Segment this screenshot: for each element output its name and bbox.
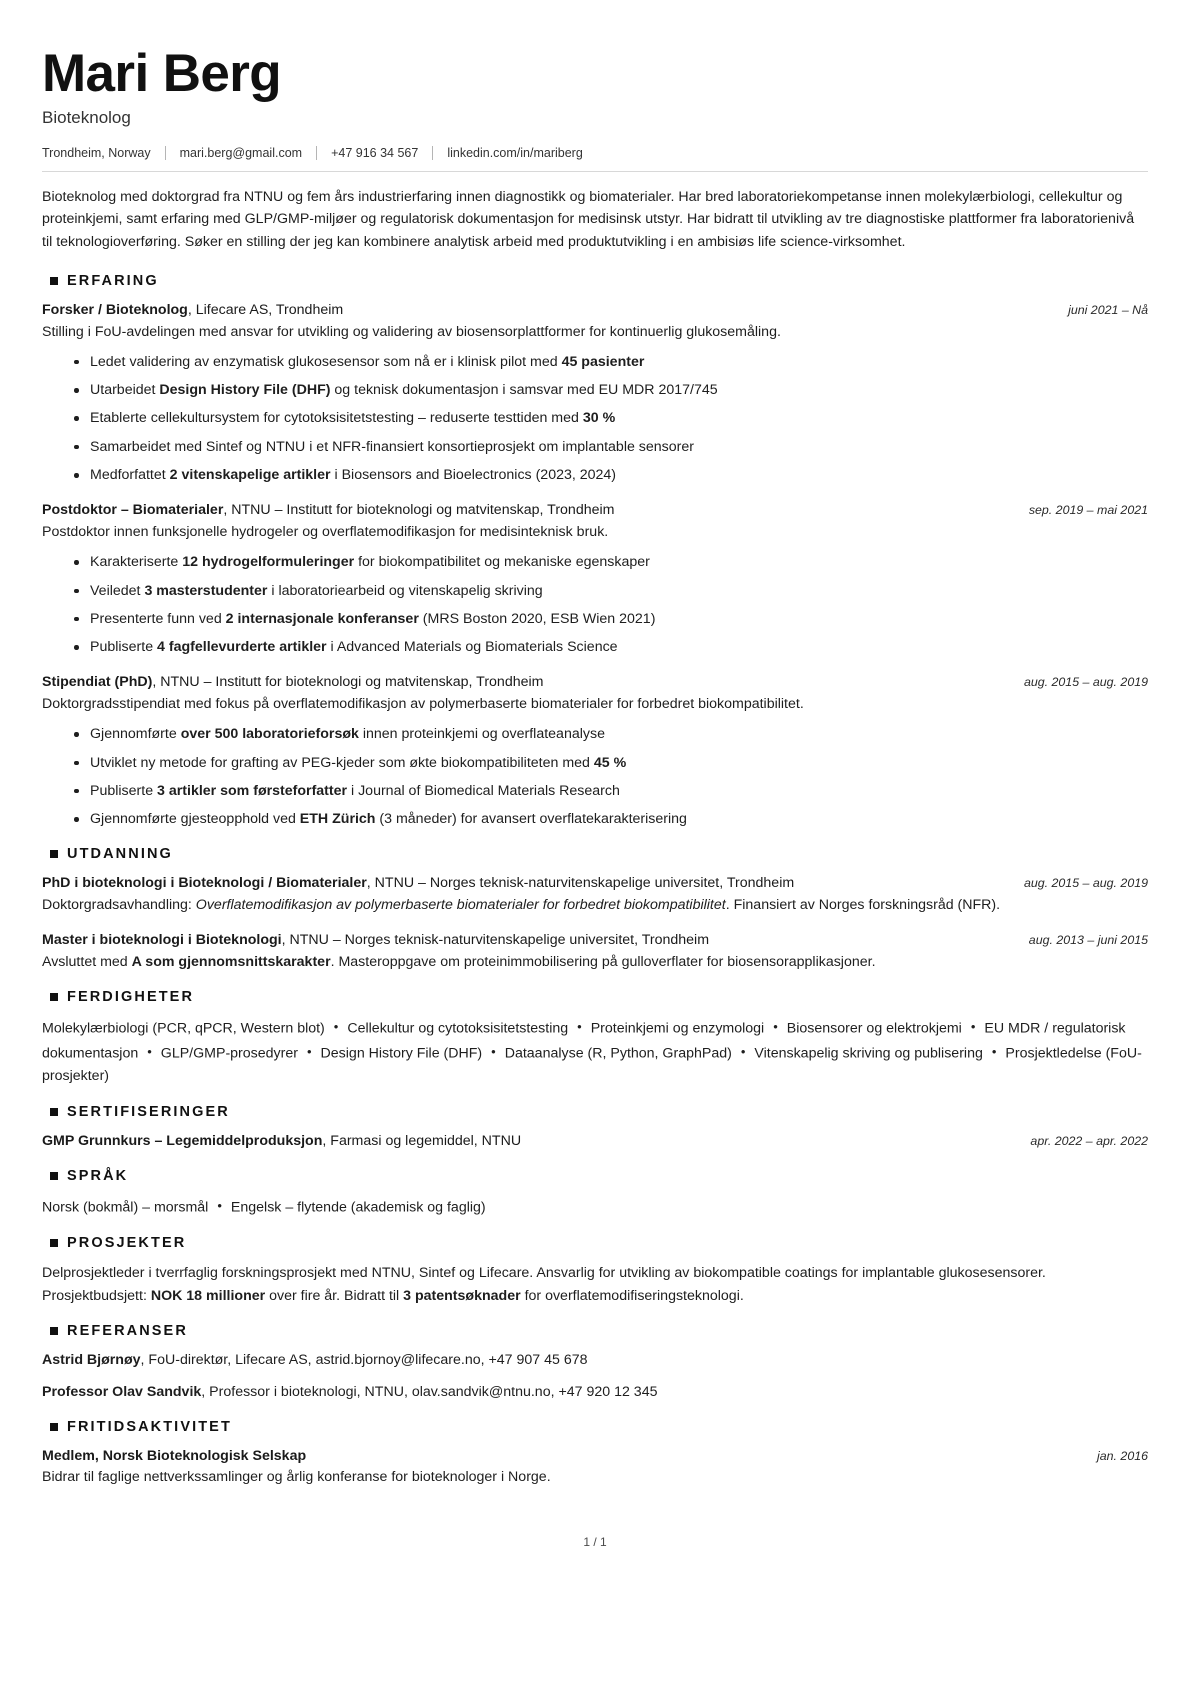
achievement-item: Etablerte cellekultursystem for cytotoksisitetstesting – reduserte testtiden med 30 % — [74, 408, 1148, 429]
languages-list — [42, 1195, 1148, 1220]
section-title: FRITIDSAKTIVITET — [67, 1418, 232, 1435]
section-title: ERFARING — [67, 272, 159, 289]
section-heading-education — [42, 846, 1148, 862]
candidate-name: Mari Berg — [42, 44, 282, 103]
entry-header — [42, 930, 1148, 951]
skill-item: Biosensorer og elektrokjemi — [786, 1020, 962, 1037]
experience-entry — [42, 672, 1148, 830]
skill-item: GLP/GMP-prosedyrer — [160, 1045, 298, 1062]
entry-date: aug. 2015 – aug. 2019 — [1023, 675, 1148, 690]
section-languages — [42, 1168, 1148, 1220]
experience-entry — [42, 300, 1148, 486]
section-title: UTDANNING — [67, 846, 173, 863]
entry-summary: Stilling i FoU-avdelingen med ansvar for utvikling og validering av biosensorplattformer for kontinuerlig glukosemåling. — [42, 323, 781, 340]
skill-item: Design History File (DHF) — [320, 1045, 483, 1062]
candidate-headline: Bioteknolog — [42, 107, 131, 127]
entry-summary: Doktorgradsstipendiat med fokus på overflatemodifikasjon av polymerbaserte biomaterialer for forbedret biokompatibilitet. — [42, 696, 804, 712]
interest-detail: Bidrar til faglige nettverkssamlinger og årlig konferanse for bioteknologer i Norge. — [42, 1469, 551, 1486]
section-heading-projects — [42, 1235, 1148, 1251]
skill-item: Vitenskapelig skriving og publisering — [754, 1045, 983, 1062]
reference-entry: Professor Olav Sandvik, Professor i bioteknologi, NTNU, olav.sandvik@ntnu.no, +47 920 12 345 — [42, 1383, 658, 1400]
achievement-item: Publiserte 4 fagfellevurderte artikler i Advanced Materials og Biomaterials Science — [74, 637, 1148, 658]
education-detail: Avsluttet med A som gjennomsnittskarakter. Masteroppgave om proteinimmobilisering på gulloverflater for biosensorapplikasjoner. — [42, 953, 876, 970]
square-bullet-icon — [50, 1108, 58, 1116]
achievement-list — [42, 724, 1148, 830]
achievement-item: Ledet validering av enzymatisk glukosesensor som nå er i klinisk pilot med 45 pasienter — [74, 352, 1148, 373]
section-heading-certifications — [42, 1104, 1148, 1120]
language-item: Norsk (bokmål) – morsmål — [42, 1199, 209, 1216]
contact-bar — [42, 146, 1148, 171]
resume-header — [42, 46, 1148, 171]
achievement-item: Publiserte 3 artikler som førsteforfatter i Journal of Biomedical Materials Research — [74, 781, 1148, 802]
section-interests — [42, 1419, 1148, 1489]
contact-linkedin[interactable]: linkedin.com/in/mariberg — [447, 145, 583, 160]
page-footer — [42, 1535, 1148, 1575]
skill-item: Dataanalyse (R, Python, GraphPad) — [504, 1045, 732, 1062]
square-bullet-icon — [50, 1327, 58, 1335]
entry-title: Stipendiat (PhD), NTNU – Institutt for bioteknologi og matvitenskap, Trondheim — [42, 674, 544, 691]
entry-header — [42, 1446, 1148, 1467]
square-bullet-icon — [50, 993, 58, 1001]
separator-dot-icon: • — [773, 1019, 778, 1035]
education-entry — [42, 873, 1148, 916]
section-title: SERTIFISERINGER — [67, 1104, 230, 1121]
achievement-list — [42, 352, 1148, 486]
achievement-item: Gjennomførte over 500 laboratorieforsøk innen proteinkjemi og overflateanalyse — [74, 724, 1148, 745]
achievement-item: Samarbeidet med Sintef og NTNU i et NFR-finansiert konsortieprosjekt om implantable sensorer — [74, 437, 1148, 458]
skill-item: EU MDR / regulatorisk dokumentasjon — [42, 1020, 1126, 1062]
section-certifications — [42, 1104, 1148, 1152]
contact-email[interactable]: mari.berg@gmail.com — [179, 145, 303, 160]
certification-entry — [42, 1131, 1148, 1152]
entry-date: aug. 2013 – juni 2015 — [1028, 933, 1148, 948]
entry-date: aug. 2015 – aug. 2019 — [1023, 876, 1148, 891]
separator-dot-icon: • — [740, 1043, 746, 1059]
entry-title: Master i bioteknologi i Bioteknologi, NTNU – Norges teknisk-naturvitenskapelige universitet, Trondheim — [42, 932, 710, 949]
section-references — [42, 1323, 1148, 1403]
education-detail: Doktorgradsavhandling: Overflatemodifikasjon av polymerbaserte biomaterialer for forbedret biokompatibilitet. Finansiert av Norges forskningsråd (NFR). — [42, 897, 1001, 914]
reference-entry-list — [42, 1350, 1148, 1403]
section-title: SPRÅK — [67, 1167, 129, 1184]
section-experience — [42, 273, 1148, 831]
entry-date: apr. 2022 – apr. 2022 — [1030, 1134, 1148, 1149]
separator-dot-icon: • — [333, 1019, 339, 1035]
section-projects — [42, 1235, 1148, 1307]
entry-date: jan. 2016 — [1097, 1448, 1148, 1463]
square-bullet-icon — [50, 1423, 58, 1431]
page-top-edge — [0, 0, 1190, 5]
section-heading-interests — [42, 1419, 1148, 1435]
entry-title: Forsker / Bioteknolog, Lifecare AS, Trondheim — [42, 301, 344, 318]
skill-item: Prosjektledelse (FoU-prosjekter) — [42, 1045, 1142, 1085]
separator-dot-icon: • — [970, 1019, 976, 1035]
interest-entry — [42, 1446, 1148, 1489]
page-indicator: 1 / 1 — [583, 1534, 607, 1549]
contact-location: Trondheim, Norway — [42, 145, 151, 160]
entry-header — [42, 500, 1148, 521]
square-bullet-icon — [50, 1172, 58, 1180]
achievement-list — [42, 552, 1148, 658]
contact-divider-icon — [165, 146, 166, 160]
projects-description: Delprosjektleder i tverrfaglig forskningsprosjekt med NTNU, Sintef og Lifecare. Ansvarlig for utvikling av biokompatible coatings for implantable glukosesensorer. Prosjektbudsjett: NOK 18 millioner over fire år. Bidratt til 3 patentsøknader for overflatemodifiseringsteknologi. — [42, 1265, 1046, 1304]
entry-summary: Postdoktor innen funksjonelle hydrogeler og overflatemodifikasjon for medisinteknisk bruk. — [42, 523, 609, 540]
section-heading-references — [42, 1323, 1148, 1339]
achievement-item: Karakteriserte 12 hydrogelformuleringer for biokompatibilitet og mekaniske egenskaper — [74, 552, 1148, 573]
interest-entry-list — [42, 1446, 1148, 1489]
profile-summary: Bioteknolog med doktorgrad fra NTNU og fem års industrierfaring innen diagnostikk og biomaterialer. Har bred laboratoriekompetanse innen molekylærbiologi, cellekultur og proteinkjemi, samt erfaring med GLP/GMP-miljøer og regulatorisk dokumentasjon for medisinsk utstyr. Har bidratt til utvikling av tre diagnostiske plattformer fra laboratorienivå til teknologioverføring. Søker en stilling der jeg kan kombinere analytisk arbeid med produktutvikling i en ambisiøs life science-virksomhet. — [42, 188, 1135, 250]
header-divider — [42, 171, 1148, 172]
achievement-item: Utviklet ny metode for grafting av PEG-kjeder som økte biokompatibiliteten med 45 % — [74, 753, 1148, 774]
achievement-item: Gjennomførte gjesteopphold ved ETH Zürich (3 måneder) for avansert overflatekarakterisering — [74, 809, 1148, 830]
skill-item: Cellekultur og cytotoksisitetstesting — [347, 1020, 569, 1037]
separator-dot-icon: • — [577, 1019, 582, 1035]
square-bullet-icon — [50, 277, 58, 285]
experience-entry-list — [42, 300, 1148, 831]
achievement-item: Utarbeidet Design History File (DHF) og teknisk dokumentasjon i samsvar med EU MDR 2017/745 — [74, 380, 1148, 401]
education-entry-list — [42, 873, 1148, 973]
page-bottom-edge — [0, 1679, 1190, 1683]
section-skills — [42, 989, 1148, 1088]
skills-list — [42, 1016, 1148, 1088]
achievement-item: Medforfattet 2 vitenskapelige artikler i Biosensors and Bioelectronics (2023, 2024) — [74, 465, 1148, 486]
section-heading-languages — [42, 1168, 1148, 1184]
contact-divider-icon — [432, 146, 433, 160]
entry-date: juni 2021 – Nå — [1068, 302, 1148, 317]
entry-title: GMP Grunnkurs – Legemiddelproduksjon, Farmasi og legemiddel, NTNU — [42, 1133, 522, 1150]
entry-header — [42, 873, 1148, 894]
experience-entry — [42, 500, 1148, 658]
section-heading-experience — [42, 273, 1148, 289]
section-title: FERDIGHETER — [67, 989, 195, 1006]
education-entry — [42, 930, 1148, 973]
entry-title: PhD i bioteknologi i Bioteknologi / Biomaterialer, NTNU – Norges teknisk-naturvitenskapelige universitet, Trondheim — [42, 875, 795, 892]
separator-dot-icon: • — [491, 1043, 496, 1059]
entry-title: Postdoktor – Biomaterialer, NTNU – Institutt for bioteknologi og matvitenskap, Trondheim — [42, 502, 615, 519]
entry-header — [42, 672, 1148, 693]
separator-dot-icon: • — [217, 1197, 222, 1213]
section-education — [42, 846, 1148, 973]
contact-divider-icon — [316, 146, 317, 160]
entry-header — [42, 300, 1148, 321]
entry-header — [42, 1131, 1148, 1152]
contact-phone[interactable]: +47 916 34 567 — [331, 145, 419, 160]
certification-entry-list — [42, 1131, 1148, 1152]
square-bullet-icon — [50, 1239, 58, 1247]
separator-dot-icon: • — [147, 1043, 152, 1059]
section-heading-skills — [42, 989, 1148, 1005]
achievement-item: Presenterte funn ved 2 internasjonale konferanser (MRS Boston 2020, ESB Wien 2021) — [74, 609, 1148, 630]
skill-item: Molekylærbiologi (PCR, qPCR, Western blot) — [42, 1020, 325, 1037]
section-title: PROSJEKTER — [67, 1235, 187, 1252]
entry-title: Medlem, Norsk Bioteknologisk Selskap — [42, 1447, 307, 1464]
square-bullet-icon — [50, 850, 58, 858]
separator-dot-icon: • — [991, 1043, 997, 1059]
entry-date: sep. 2019 – mai 2021 — [1028, 503, 1148, 518]
skill-item: Proteinkjemi og enzymologi — [590, 1020, 765, 1037]
separator-dot-icon: • — [306, 1043, 312, 1059]
reference-entry: Astrid Bjørnøy, FoU-direktør, Lifecare AS, astrid.bjornoy@lifecare.no, +47 907 45 678 — [42, 1352, 588, 1369]
section-title: REFERANSER — [67, 1323, 188, 1340]
language-item: Engelsk – flytende (akademisk og faglig) — [230, 1199, 486, 1216]
achievement-item: Veiledet 3 masterstudenter i laboratoriearbeid og vitenskapelig skriving — [74, 581, 1148, 602]
